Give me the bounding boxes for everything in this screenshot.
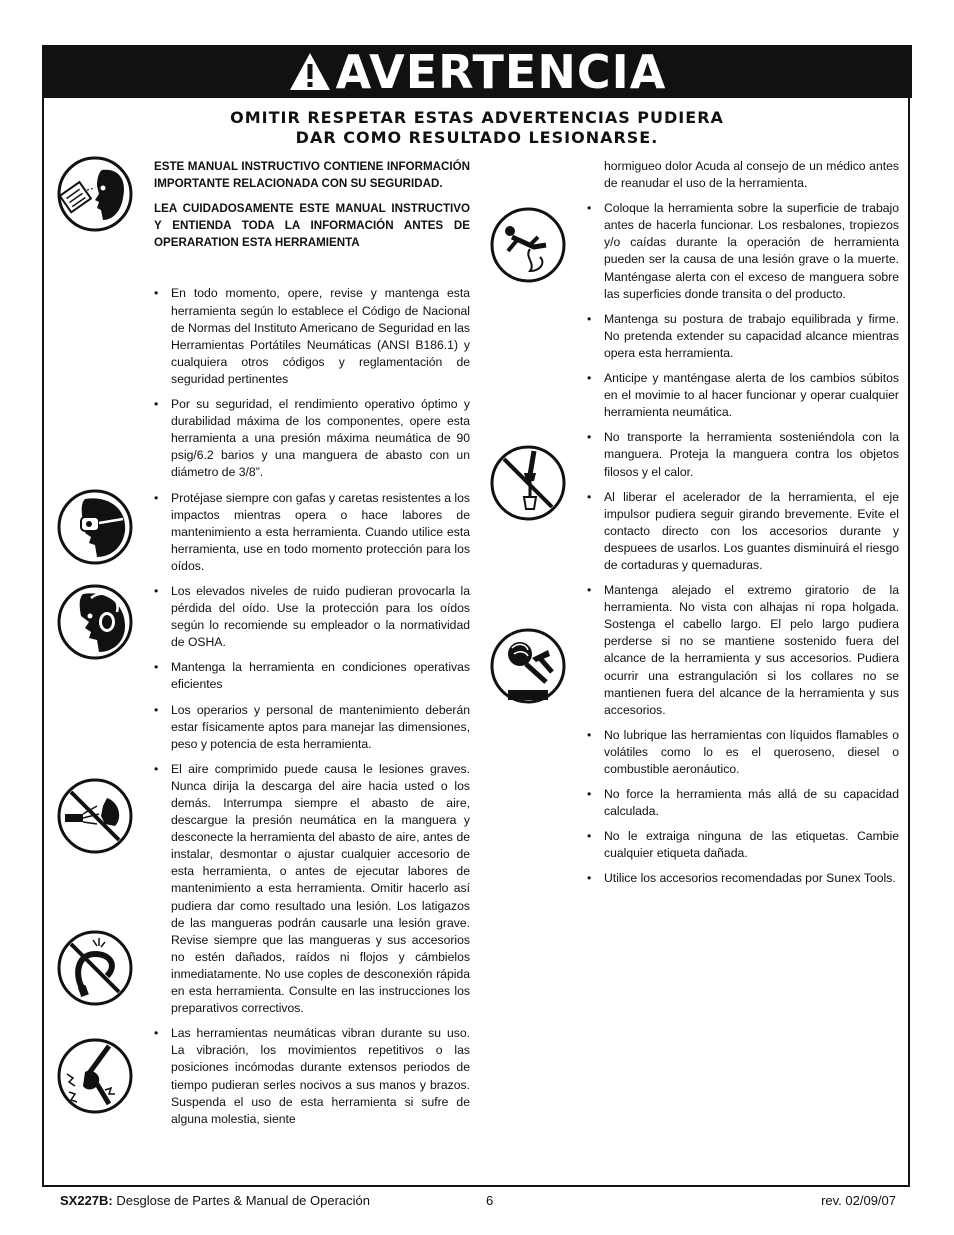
list-item: • Utilice los accesorios recomendadas por Sunex Tools. — [587, 870, 899, 887]
warning-subtitle — [42, 108, 912, 148]
list-item: • Mantenga su postura de trabajo equilibrada y firme. No pretenda extender su capacidad alcance mientras opera esta herramienta. — [587, 311, 899, 362]
vibration-icon — [57, 1038, 133, 1114]
list-item: • Por su seguridad, el rendimiento operativo óptimo y durabilidad máxima de los componentes, opere esta herramienta a una presión máxima neumática de 90 psig/6.2 barios y una manguera de abasto con un diámetro de 3/8”. — [154, 396, 470, 481]
intro-line-1: ESTE MANUAL INSTRUCTIVO CONTIENE INFORMACIÓN IMPORTANTE RELACIONADA CON SU SEGURIDAD. — [154, 160, 470, 191]
footer-model: SX227B: — [60, 1193, 113, 1208]
list-item: • Anticipe y manténgase alerta de los cambios súbitos en el movimie to al hacer funcionar y operar cualquier herramienta neumática. — [587, 370, 899, 421]
list-item: • Las herramientas neumáticas vibran durante su uso. La vibración, los movimientos repetitivos o las posiciones incómodas durante extensos periodos de tiempo pudieran serles nocivos a sus manos y brazos. Suspenda el uso de esta herramienta si sufre de alguna molestia, siente — [154, 1025, 470, 1128]
list-item: • Coloque la herramienta sobre la superficie de trabajo antes de hacerla funcionar. Los resbalones, tropiezos y/o caídas durante la operación de herramienta pueden ser la causa de una lesión grave o la muerte. Manténgase alerta con el exceso de manguera sobre las superficies donde transita o del producto. — [587, 200, 899, 303]
list-item: • Los elevados niveles de ruido pudieran provocarla la pérdida del oído. Use la protección para los oídos según lo recomiende su empleador o la normatividad de OSHA. — [154, 583, 470, 651]
list-item: • Al liberar el acelerador de la herramienta, el eje impulsor pudiera seguir girando brevemente. Evite el contacto directo con los accesorios durante y despuees de usarlos. Los guantes disminuirá el riesgo de cortaduras y quemaduras. — [587, 489, 899, 574]
hose-whip-icon — [57, 930, 133, 1006]
list-item: • En todo momento, opere, revise y mantenga esta herramienta según lo establece el Código de Nacional de Normas del Instituto Americano de Seguridad en las Herramientas Portátiles Neumáticas (ANSI B186.1) y cualquiera otros códigos y reglamentación de seguridad pertinentes — [154, 285, 470, 388]
banner-title: AVERTENCIA — [335, 44, 667, 99]
subtitle-line-1: OMITIR RESPETAR ESTAS ADVERTENCIAS PUDIERA — [230, 108, 724, 127]
right-column — [587, 158, 899, 896]
list-item: • Protéjase siempre con gafas y caretas resistentes a los impactos mientras opera o hace labores de mantenimiento a esta herramienta. Cuando utilice esta herramienta, use en todo momento protección para los oídos. — [154, 490, 470, 575]
list-item: • Mantenga alejado el extremo giratorio de la herramienta. No vista con alhajas ni ropa holgada. Sostenga el cabello largo. El pelo largo pudiera perderse si no se mantiene sostenido fuera del alcance de la herramienta y sus accesorios. Pudiera ocurrir una estrangulación si los collares no se mantienen fuera del alcance de la herramienta y sus accesorios. — [587, 582, 899, 719]
list-item: • No le extraiga ninguna de las etiquetas. Cambie cualquier etiqueta dañada. — [587, 828, 899, 862]
rotating-hair-icon — [490, 628, 566, 704]
no-carry-by-hose-icon — [490, 445, 566, 521]
warning-triangle-icon — [288, 50, 332, 94]
right-bullet-list — [587, 200, 899, 887]
continued-text: hormigueo dolor Acuda al consejo de un médico antes de reanudar el uso de la herramienta. — [604, 159, 899, 191]
page-number: 6 — [486, 1193, 494, 1208]
footer-doc-title: Desglose de Partes & Manual de Operación — [112, 1193, 371, 1208]
list-item: • Mantenga la herramienta en condiciones operativas eficientes — [154, 659, 470, 693]
footer-title — [60, 1193, 370, 1209]
list-item: • No force la herramienta más allá de su capacidad calculada. — [587, 786, 899, 820]
subtitle-line-2: DAR COMO RESULTADO LESIONARSE. — [295, 128, 659, 147]
left-column — [154, 158, 470, 1136]
read-manual-icon — [57, 156, 133, 232]
list-item: • No lubrique las herramientas con líquidos flamables o volátiles como lo es el queroseno, diesel o combustible aeronáutico. — [587, 727, 899, 778]
intro-block — [154, 158, 470, 251]
safety-glasses-icon — [57, 489, 133, 565]
intro-line-2: LEA CUIDADOSAMENTE ESTE MANUAL INSTRUCTIVO Y ENTIENDA TODA LA INFORMACIÓN ANTES DE OPERARATION ESTA HERRAMIENTA — [154, 202, 470, 250]
list-item: • Los operarios y personal de mantenimiento deberán estar físicamente aptos para manejar las dimensiones, peso y potencia de esta herramienta. — [154, 702, 470, 753]
list-item: • No transporte la herramienta sosteniéndola con la manguera. Proteja la manguera contra los objetos filosos y el calor. — [587, 429, 899, 480]
revision-date: rev. 02/09/07 — [821, 1193, 896, 1208]
slip-trip-icon — [490, 207, 566, 283]
ear-protection-icon — [57, 584, 133, 660]
left-bullet-list — [154, 285, 470, 1127]
list-item: • El aire comprimido puede causa le lesiones graves. Nunca dirija la descarga del aire hacia usted o los demás. Interrumpa siempre el abasto de aire, descargue la presión neumática en la manguera y desconecte la herramienta del abasto de aire, antes de instalar, desmontar o ajustar cualquier accesorio de esta herramienta, o antes de ejecutar labores de mantenimiento a esta herramienta. Omitir hacerlo así pudiera dar como resultado una lesión. Los latigazos de las mangueras podrán causarle una lesión grave. Revise siempre que las mangueras y sus accesorios no estén dañados, raídos ni flojos y cámbielos inmediatamente. No use coples de desconexión rápida en esta herramienta. Consulte en las instrucciones los preparativos correctivos. — [154, 761, 470, 1017]
warning-banner — [42, 45, 912, 98]
no-air-at-body-icon — [57, 778, 133, 854]
